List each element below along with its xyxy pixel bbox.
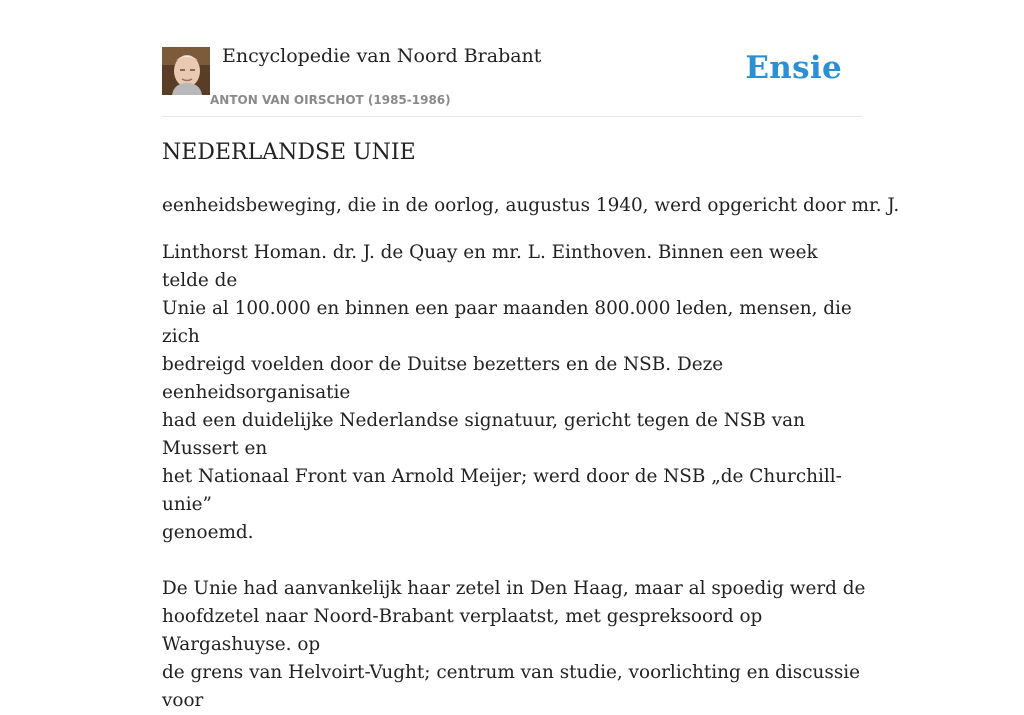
author-avatar[interactable] xyxy=(162,47,210,95)
article-paragraph-1: eenheidsbeweging, die in de oorlog, augustus 1940, werd opgericht door mr. J. xyxy=(162,195,900,216)
header xyxy=(162,0,862,117)
author-name[interactable]: ANTON VAN OIRSCHOT (1985-1986) xyxy=(210,93,451,107)
author-portrait-icon xyxy=(162,47,210,95)
publication-title[interactable]: Encyclopedie van Noord Brabant xyxy=(222,45,542,67)
article-title: NEDERLANDSE UNIE xyxy=(162,140,416,165)
ensie-logo[interactable]: Ensie xyxy=(745,50,842,86)
article-paragraph-2: Linthorst Homan. dr. J. de Quay en mr. L. Einthoven. Binnen een week telde de Unie al 100.000 en binnen een paar maanden 800.000 leden, mensen, die zich bedreigd voelden door de Duitse bezetters en de NSB. Deze eenheidsorganisatie had een duidelijke Nederlandse signatuur, gericht tegen de NSB van Mussert en het Nationaal Front van Arnold Meijer; werd door de NSB „de Churchill-unie” genoemd. De Unie had aanvankelijk haar zetel in Den Haag, maar al spoedig werd de hoofdzetel naar Noord-Brabant verplaatst, met gespreksoord op Wargashuyse. op de grens van Helvoirt-Vught; centrum van studie, voorlichting en discussie voor xyxy=(162,242,866,711)
